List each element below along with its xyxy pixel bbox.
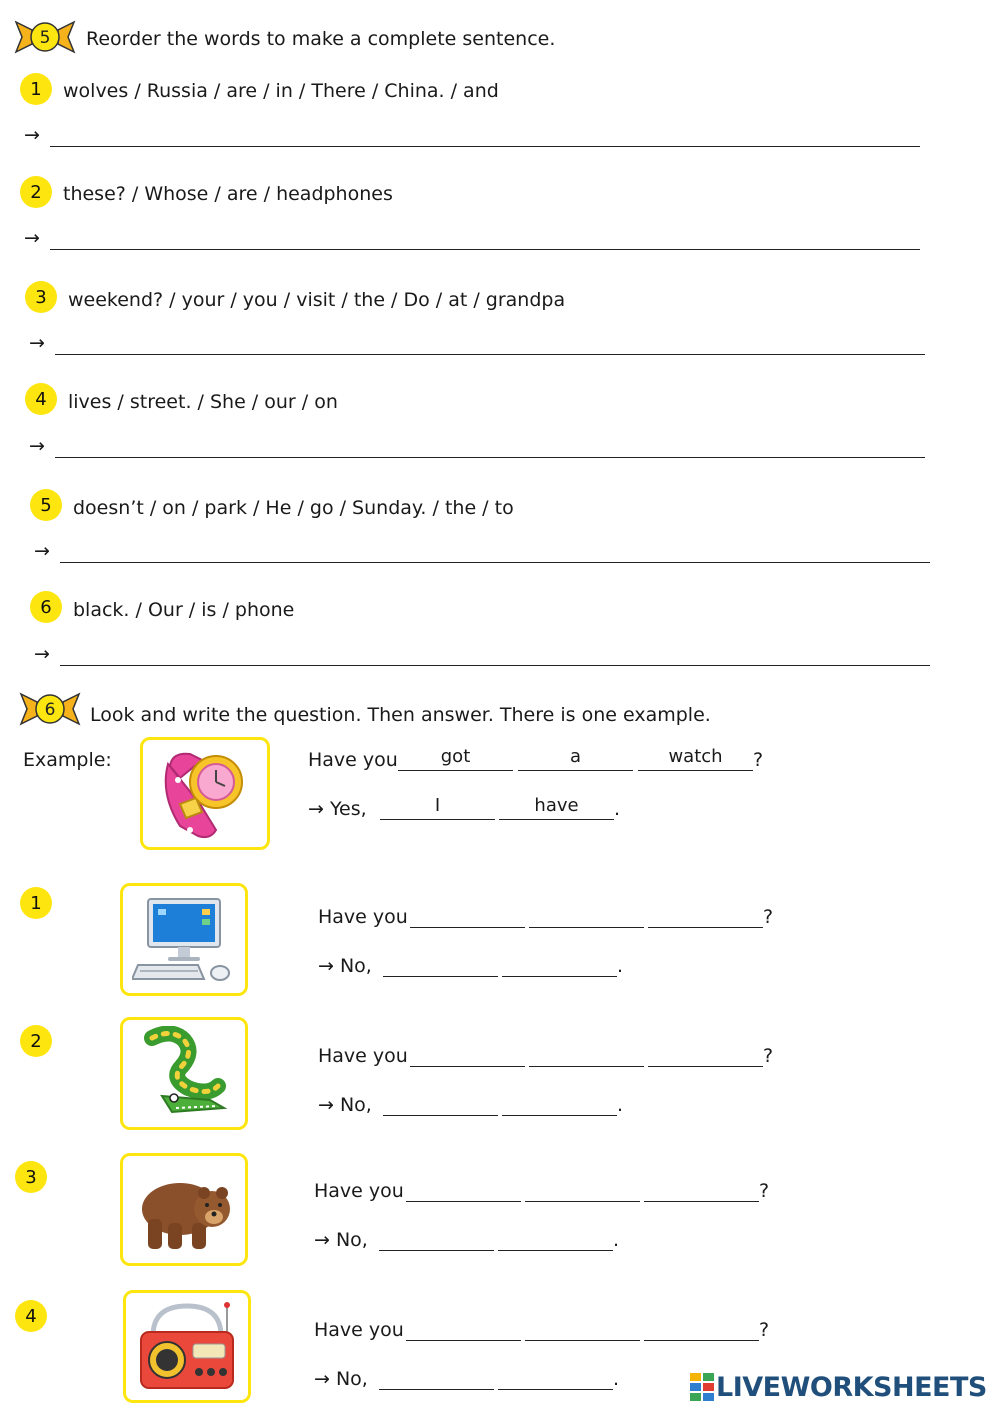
question-blank (406, 1316, 521, 1341)
answer-line (50, 249, 920, 250)
q4-blank-3-input[interactable] (644, 1316, 759, 1338)
q1-answer-1-input[interactable] (383, 952, 498, 974)
watch-icon (150, 744, 260, 844)
arrow-icon: → (24, 227, 40, 249)
answer-blank (502, 1091, 617, 1116)
question-blank (410, 903, 525, 928)
q2-blank-2-input[interactable] (529, 1042, 644, 1064)
q3-blank-2-input[interactable] (525, 1177, 640, 1199)
question-blank (529, 903, 644, 928)
question-blank (648, 903, 763, 928)
item-number-badge: 1 (20, 73, 52, 105)
section-5-instruction: Reorder the words to make a complete sentence. (86, 28, 556, 50)
item-number-badge: 3 (15, 1161, 47, 1193)
candy-badge-icon (12, 14, 78, 60)
q1-blank-2-input[interactable] (529, 903, 644, 925)
answer-end: . (617, 1094, 624, 1116)
arrow-icon: → (24, 124, 40, 146)
answer-input-2[interactable] (50, 223, 928, 249)
question-prefix: Have you (318, 1045, 408, 1067)
answer-blank (379, 1226, 494, 1251)
answer-line (60, 665, 930, 666)
answer-input-5[interactable] (60, 536, 938, 562)
question-blank (525, 1177, 640, 1202)
example-label: Example: (23, 749, 112, 771)
example-blank-1: got (398, 746, 513, 771)
radio-icon (135, 1300, 239, 1394)
answer-line (50, 146, 920, 147)
q3-answer-1-input[interactable] (379, 1226, 494, 1248)
question-end: ? (759, 1319, 770, 1341)
q3-answer-2-input[interactable] (498, 1226, 613, 1248)
question-blank (644, 1316, 759, 1341)
item-number-badge: 4 (15, 1300, 47, 1332)
question-blank (529, 1042, 644, 1067)
computer-icon (132, 895, 236, 985)
answer-prefix: → No, (318, 955, 372, 977)
bear-icon (132, 1165, 236, 1255)
q2-blank-1-input[interactable] (410, 1042, 525, 1064)
answer-blank (498, 1226, 613, 1251)
logo-text: LIVEWORKSHEETS (716, 1372, 987, 1403)
answer-end: . (617, 955, 624, 977)
watch-picture (140, 737, 270, 850)
q2-blank-3-input[interactable] (648, 1042, 763, 1064)
example-answer-end: . (614, 798, 621, 820)
arrow-icon: → (34, 540, 50, 562)
question-blank (525, 1316, 640, 1341)
item-number-badge: 3 (25, 281, 57, 313)
item-number-badge: 5 (30, 489, 62, 521)
item-number-badge: 2 (20, 1025, 52, 1057)
question-end: ? (763, 906, 774, 928)
answer-blank (498, 1365, 613, 1390)
answer-prefix: → No, (318, 1094, 372, 1116)
answer-end: . (613, 1368, 620, 1390)
answer-line (55, 457, 925, 458)
question-blank (648, 1042, 763, 1067)
answer-line (60, 562, 930, 563)
question-prefix: Have you (314, 1180, 404, 1202)
computer-picture (120, 883, 248, 996)
q1-blank-1-input[interactable] (410, 903, 525, 925)
section-6-number: 6 (44, 700, 56, 720)
answer-blank (379, 1365, 494, 1390)
crocodile-icon (132, 1026, 236, 1122)
answer-blank (502, 952, 617, 977)
item-number-badge: 2 (20, 176, 52, 208)
example-blank-3: watch (638, 746, 753, 771)
answer-blank (383, 952, 498, 977)
item-number-badge: 4 (25, 383, 57, 415)
example-question-prefix: Have you (308, 749, 398, 771)
word-prompt-2: these? / Whose / are / headphones (63, 183, 393, 205)
arrow-icon: → (29, 435, 45, 457)
crocodile-picture (120, 1017, 248, 1130)
candy-badge-icon (17, 686, 83, 732)
answer-line (55, 354, 925, 355)
q4-blank-1-input[interactable] (406, 1316, 521, 1338)
answer-prefix: → No, (314, 1229, 368, 1251)
word-prompt-6: black. / Our / is / phone (73, 599, 295, 621)
q4-blank-2-input[interactable] (525, 1316, 640, 1338)
logo-blocks-icon (690, 1373, 716, 1403)
q1-answer-2-input[interactable] (502, 952, 617, 974)
arrow-icon: → (29, 332, 45, 354)
word-prompt-5: doesn’t / on / park / He / go / Sunday. / the / to (73, 497, 514, 519)
example-blank-2: a (518, 746, 633, 771)
q2-answer-1-input[interactable] (383, 1091, 498, 1113)
question-prefix: Have you (314, 1319, 404, 1341)
question-blank (410, 1042, 525, 1067)
arrow-icon: → (34, 643, 50, 665)
q4-answer-2-input[interactable] (498, 1365, 613, 1387)
answer-prefix: → No, (314, 1368, 368, 1390)
answer-end: . (613, 1229, 620, 1251)
question-prefix: Have you (318, 906, 408, 928)
radio-picture (123, 1290, 251, 1403)
word-prompt-1: wolves / Russia / are / in / There / China. / and (63, 80, 499, 102)
word-prompt-4: lives / street. / She / our / on (68, 391, 338, 413)
section-5-number: 5 (39, 28, 51, 48)
question-end: ? (759, 1180, 770, 1202)
question-blank (644, 1177, 759, 1202)
answer-input-1[interactable] (50, 120, 928, 146)
answer-input-4[interactable] (55, 431, 933, 457)
q3-blank-1-input[interactable] (406, 1177, 521, 1199)
example-answer-prefix: → Yes, (308, 798, 367, 820)
q3-blank-3-input[interactable] (644, 1177, 759, 1199)
q4-answer-1-input[interactable] (379, 1365, 494, 1387)
liveworksheets-logo (690, 1372, 987, 1403)
item-number-badge: 1 (20, 887, 52, 919)
question-end: ? (763, 1045, 774, 1067)
example-answer-blank-1: I (380, 795, 495, 820)
q1-blank-3-input[interactable] (648, 903, 763, 925)
bear-picture (120, 1153, 248, 1266)
section-6-instruction: Look and write the question. Then answer. There is one example. (90, 704, 711, 726)
q2-answer-2-input[interactable] (502, 1091, 617, 1113)
answer-input-3[interactable] (55, 328, 933, 354)
answer-input-6[interactable] (60, 639, 938, 665)
word-prompt-3: weekend? / your / you / visit / the / Do / at / grandpa (68, 289, 566, 311)
item-number-badge: 6 (30, 591, 62, 623)
answer-blank (383, 1091, 498, 1116)
example-question-end: ? (753, 749, 764, 771)
example-answer-blank-2: have (499, 795, 614, 820)
question-blank (406, 1177, 521, 1202)
